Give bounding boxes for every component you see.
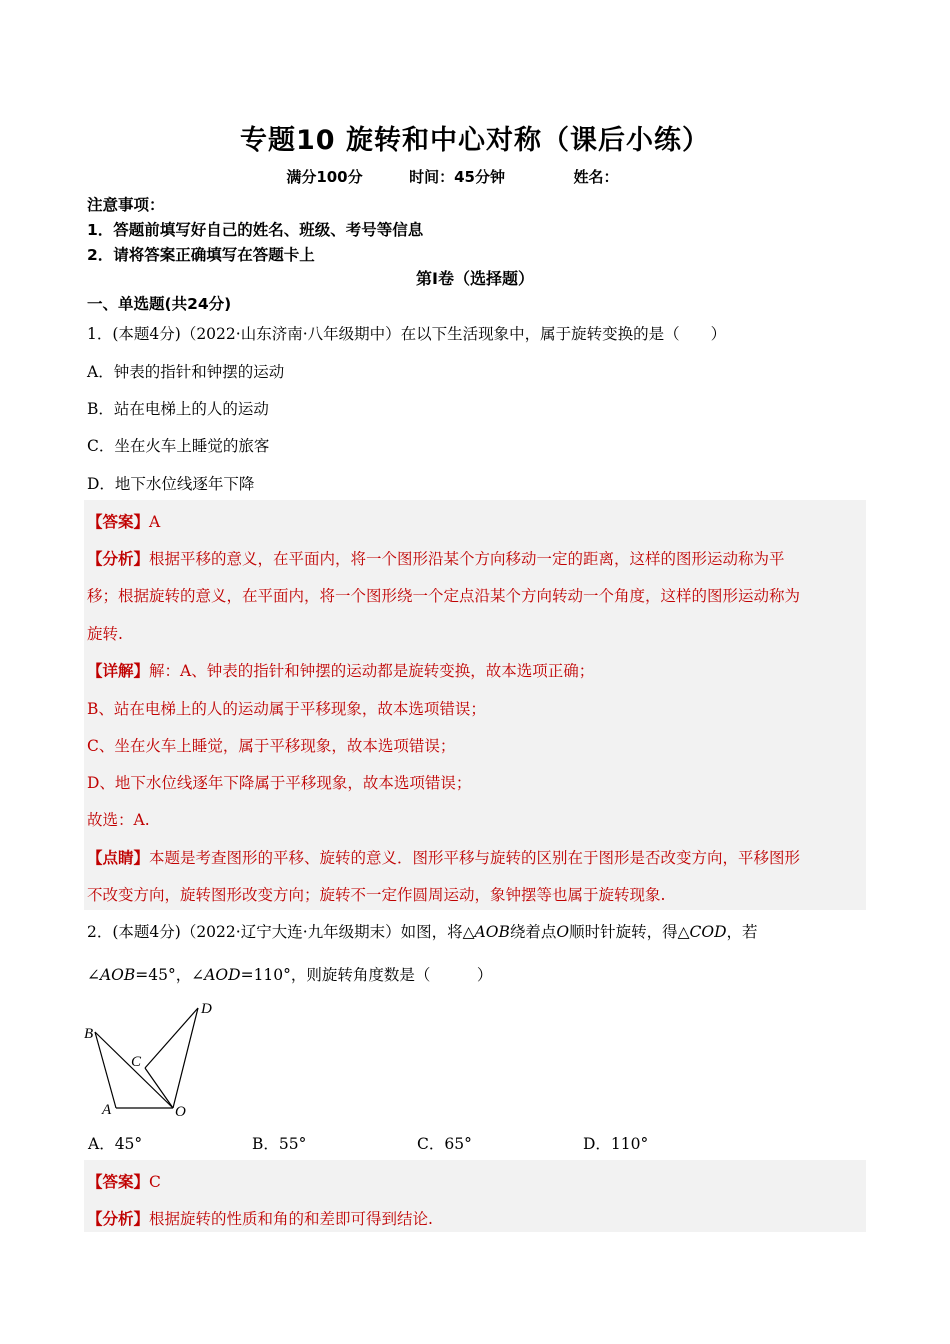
q1-option-d: D．地下水位线逐年下降 [87, 475, 255, 493]
page-title: 专题10 旋转和中心对称（课后小练） [240, 125, 710, 156]
q2-stem-line-2: ∠AOB=45°，∠AOD=110°，则旋转角度数是（ ） [87, 966, 493, 984]
segment-ba [95, 1032, 116, 1108]
triangle-aob: △AOB [462, 923, 510, 941]
q1-analysis-line-3: 旋转. [87, 625, 123, 643]
q1-option-a: A．钟表的指针和钟摆的运动 [87, 363, 285, 381]
angle-aob: ∠AOB [87, 966, 136, 984]
q1-option-c: C．坐在火车上睡觉的旅客 [87, 437, 270, 455]
q1-comment-line-2: 不改变方向，旋转图形改变方向；旋转不一定作圆周运动，象钟摆等也属于旋转现象. [87, 886, 666, 904]
q1-analysis-line-1: 【分析】根据平移的意义，在平面内，将一个图形沿某个方向移动一定的距离，这样的图形运动称为平 [87, 550, 785, 568]
q1-detail-line-4: D、地下水位线逐年下降属于平移现象，故本选项错误； [87, 774, 472, 792]
q1-detail-line-5: 故选：A. [87, 811, 150, 829]
comment-tag: 【点睛】 [87, 849, 150, 867]
q2-answer [87, 1170, 161, 1192]
label-b: B [84, 1026, 94, 1042]
q2-option-c: C．65° [417, 1135, 472, 1153]
segment-bo [95, 1032, 173, 1108]
q1-detail-line-2: B、站在电梯上的人的运动属于平移现象，故本选项错误； [87, 700, 486, 718]
full-score: 满分100分 [286, 168, 363, 186]
q2-analysis: 【分析】根据旋转的性质和角的和差即可得到结论. [87, 1210, 433, 1228]
q2-option-a: A．45° [88, 1135, 143, 1153]
label-d: D [201, 1001, 212, 1017]
analysis-tag: 【分析】 [87, 550, 150, 568]
q1-stem: 1．(本题4分)（2022·山东济南·八年级期中）在以下生活现象中，属于旋转变换的是（ ） [87, 325, 727, 343]
exam-time: 时间：45分钟 [409, 168, 505, 186]
point-o: O [556, 923, 570, 941]
answer-tag: 【答案】 [87, 513, 150, 531]
label-o: O [175, 1104, 186, 1120]
answer-tag: 【答案】 [87, 1173, 150, 1191]
notice-item-1: 1．答题前填写好自己的姓名、班级、考号等信息 [87, 221, 424, 239]
label-c: C [131, 1054, 142, 1070]
triangle-cod: △COD [677, 923, 727, 941]
notice-heading: 注意事项： [87, 196, 165, 214]
q1-option-b: B．站在电梯上的人的运动 [87, 400, 269, 418]
q1-detail-line-1: 【详解】解：A、钟表的指针和钟摆的运动都是旋转变换，故本选项正确； [87, 662, 595, 680]
analysis-tag: 【分析】 [87, 1210, 150, 1228]
q2-stem-line-1: 2．(本题4分)（2022·辽宁大连·九年级期末）如图，将△AOB绕着点O顺时针旋转，得△COD，若 [87, 923, 758, 941]
q1-comment-line-1: 【点睛】本题是考查图形的平移、旋转的意义．图形平移与旋转的区别在于图形是否改变方向，平移图形 [87, 849, 801, 867]
answer-value: C [149, 1173, 161, 1191]
q2-option-d: D．110° [583, 1135, 649, 1153]
q1-detail-line-3: C、坐在火车上睡觉，属于平移现象，故本选项错误； [87, 737, 456, 755]
answer-value: A [149, 513, 161, 531]
volume-heading: 第I卷（选择题） [416, 269, 534, 288]
detail-tag: 【详解】 [87, 662, 150, 680]
notice-item-2: 2．请将答案正确填写在答题卡上 [87, 246, 315, 264]
q1-analysis-line-2: 移；根据旋转的意义，在平面内，将一个图形绕一个定点沿某个方向转动一个角度，这样的图形运动称为 [87, 587, 801, 605]
exam-info [0, 166, 950, 187]
q1-answer [87, 510, 160, 532]
rotation-figure [80, 994, 230, 1124]
figure-lines [95, 1008, 198, 1108]
part-heading: 一、单选题(共24分) [87, 295, 232, 313]
q2-option-b: B．55° [252, 1135, 307, 1153]
name-field: 姓名： [573, 168, 619, 186]
angle-aod: ∠AOD [191, 966, 241, 984]
label-a: A [102, 1102, 112, 1118]
segment-co [145, 1068, 173, 1108]
